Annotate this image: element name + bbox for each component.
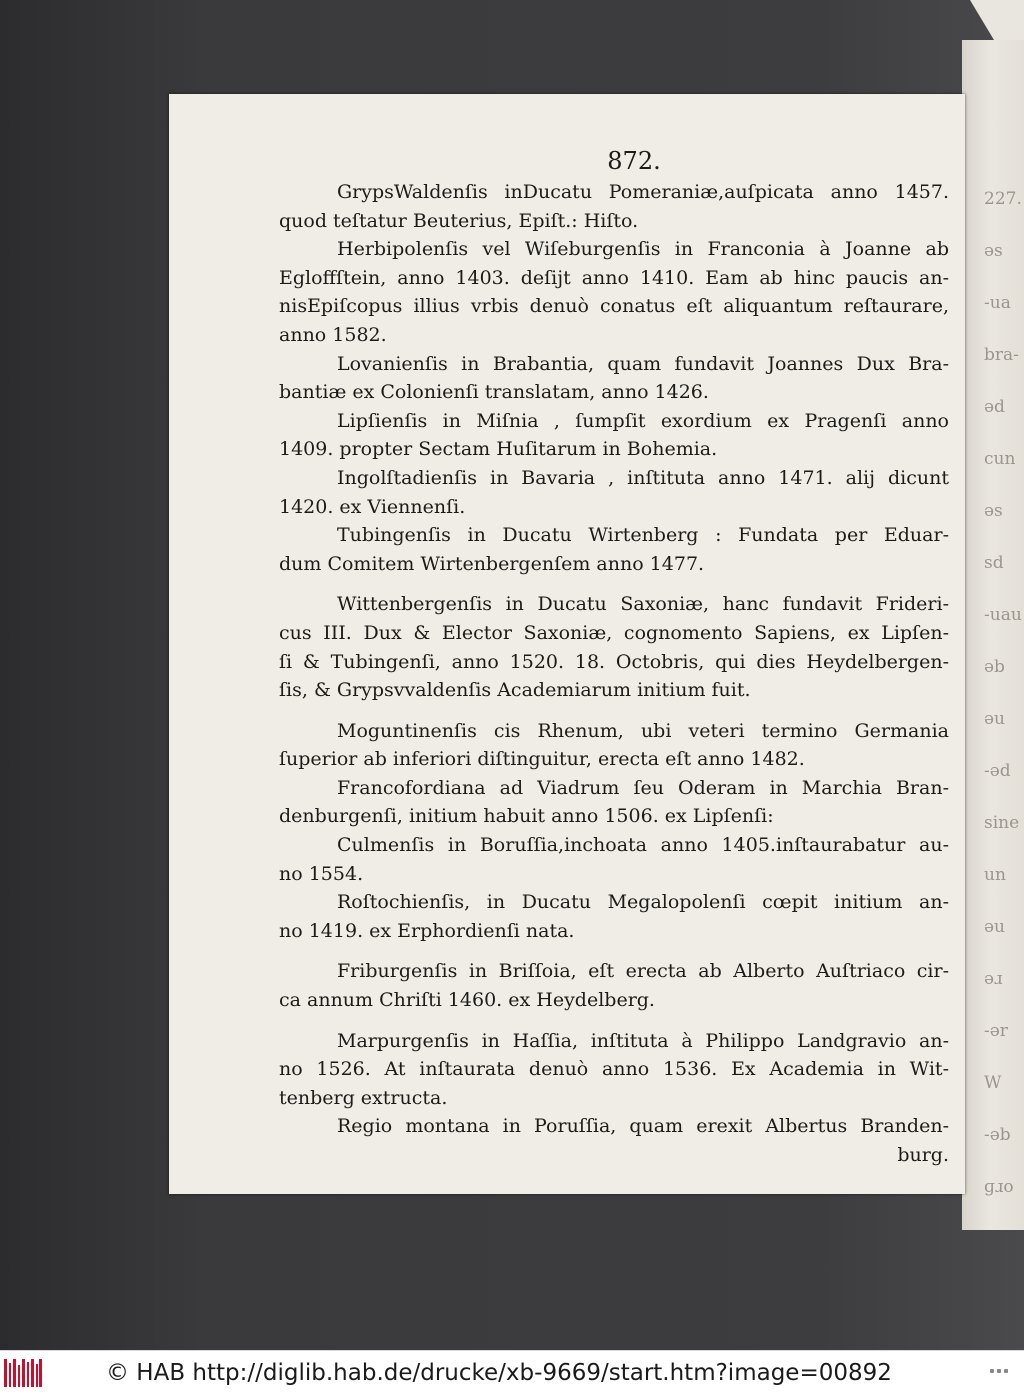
text-line: Roſtochienſis, in Ducatu Megalopolenſi cœpit initium an- [337,891,949,914]
paragraph [279,350,949,407]
text-line: Marpurgenſis in Haſſia, inſtituta à Philippo Landgravio an- [337,1029,949,1052]
page-text-block [279,144,949,1170]
text-line: cus III. Dux & Elector Saxoniæ, cognomento Sapiens, ex Lipſen- [279,621,949,644]
adjacent-page-fragment: -ua [984,294,1011,312]
text-line: nisEpiſcopus illius vrbis denuò conatus eſt aliquantum reſtaurare, [279,295,949,318]
paragraph [279,521,949,578]
more-dots-icon[interactable] [990,1369,1014,1377]
adjacent-page-fragment: cun [984,450,1016,468]
paragraph [279,831,949,888]
text-line: Moguntinenſis cis Rhenum, ubi veteri termino Germania [337,719,949,742]
paragraph-gap [279,578,949,590]
paragraph-gap [279,945,949,957]
paragraph-gap [279,1015,949,1027]
text-line: Regio montana in Poruſſia, quam erexit Albertus Branden- [337,1115,949,1138]
adjacent-page-fragment: -ǝr [984,1022,1008,1040]
text-line: quod teſtatur Beuterius, Epiſt.: Hiſto. [279,209,639,232]
page-number: 872. [607,147,661,175]
text-line: ſuperior ab inferiori diſtinguitur, erecta eſt anno 1482. [279,748,805,771]
text-line: burg. [897,1144,949,1166]
paragraph [279,1112,949,1169]
text-line: Wittenbergenſis in Ducatu Saxoniæ, hanc fundavit Frideri- [337,593,949,616]
paragraph-gap [279,705,949,717]
text-line: Tubingenſis in Ducatu Wirtenberg : Fundata per Eduar- [337,524,949,547]
text-line: tenberg extructa. [279,1086,448,1109]
paragraph [279,464,949,521]
paragraph [279,407,949,464]
text-line: ſi & Tubingenſi, anno 1520. 18. Octobris, qui dies Heydelbergen- [279,650,949,673]
adjacent-page-fragment: ɡɹo [984,1178,1014,1196]
adjacent-page [962,40,1024,1230]
text-line: no 1554. [279,862,364,885]
paragraph [279,1027,949,1113]
paragraph [279,178,949,235]
text-line: Ingolſtadienſis in Bavaria , inſtituta anno 1471. alij dicunt [337,466,949,489]
adjacent-page-fragment: -uau [984,606,1022,624]
paragraph [279,235,949,349]
text-line: Culmenſis in Boruſſia,inchoata anno 1405.inſtaurabatur au- [337,834,949,857]
paragraph-list [279,178,949,1170]
footer-copyright-url[interactable]: © HAB http://diglib.hab.de/drucke/xb-9669/start.htm?image=00892 [106,1360,892,1386]
text-line: Lipſienſis in Miſnia , ſumpſit exordium ex Pragenſi anno [337,409,949,432]
text-line: GrypsWaldenſis inDucatu Pomeraniæ,auſpicata anno 1457. [337,181,949,203]
adjacent-page-fragment: W [984,1074,1002,1092]
text-line: anno 1582. [279,323,387,346]
footer-bar [0,1350,1024,1395]
adjacent-page-fragment: sine [984,814,1020,832]
text-line: Lovanienſis in Brabantia, quam fundavit Joannes Dux Bra- [337,352,949,375]
adjacent-page-fragment: 227. [984,190,1022,208]
paragraph [279,717,949,774]
text-line: no 1419. ex Erphordienſi nata. [279,919,575,942]
book-page [169,94,965,1194]
text-line: 1409. propter Sectam Huſitarum in Bohemia. [279,438,718,461]
text-line: Friburgenſis in Briſſoia, eſt erecta ab Alberto Auſtriaco cir- [337,960,949,983]
adjacent-page-fragment: -ǝb [984,1126,1011,1144]
adjacent-page-fragment: ǝɹ [984,970,1003,988]
text-line: Egloffſtein, anno 1403. deſijt anno 1410. Eam ab hinc paucis an- [279,266,949,289]
text-line: bantiæ ex Colonienſi translatam, anno 1426. [279,381,709,404]
adjacent-page-fragment: un [984,866,1006,884]
adjacent-page-fragment: ǝs [984,502,1003,520]
adjacent-page-fragment: -ǝd [984,762,1011,780]
text-line: 1420. ex Viennenſi. [279,495,466,518]
adjacent-page-fragment: sd [984,554,1004,572]
adjacent-page-fragment: ǝs [984,242,1003,260]
text-line: dum Comitem Wirtenbergenſem anno 1477. [279,552,705,575]
paragraph [279,888,949,945]
text-line: Francofordiana ad Viadrum ſeu Oderam in Marchia Bran- [337,776,949,799]
adjacent-page-fragment: ǝu [984,918,1006,936]
adjacent-page-fragment: ǝd [984,398,1005,416]
paragraph [279,590,949,704]
text-line: ſis, & Grypsvvaldenſis Academiarum initium fuit. [279,679,751,702]
hab-barcode-logo-icon[interactable] [4,1357,42,1389]
adjacent-page-fragment: ǝu [984,710,1006,728]
adjacent-page-fragment: ǝb [984,658,1005,676]
paragraph [279,957,949,1014]
text-line: no 1526. At inſtaurata denuò anno 1536. Ex Academia in Wit- [279,1058,949,1081]
text-line: ca annum Chriſti 1460. ex Heydelberg. [279,989,655,1012]
text-line: denburgenſi, initium habuit anno 1506. ex Lipſenſi: [279,805,774,828]
paragraph [279,774,949,831]
adjacent-page-fragment: bra- [984,346,1019,364]
text-line: Herbipolenſis vel Wiſeburgenſis in Franconia à Joanne ab [337,238,949,261]
